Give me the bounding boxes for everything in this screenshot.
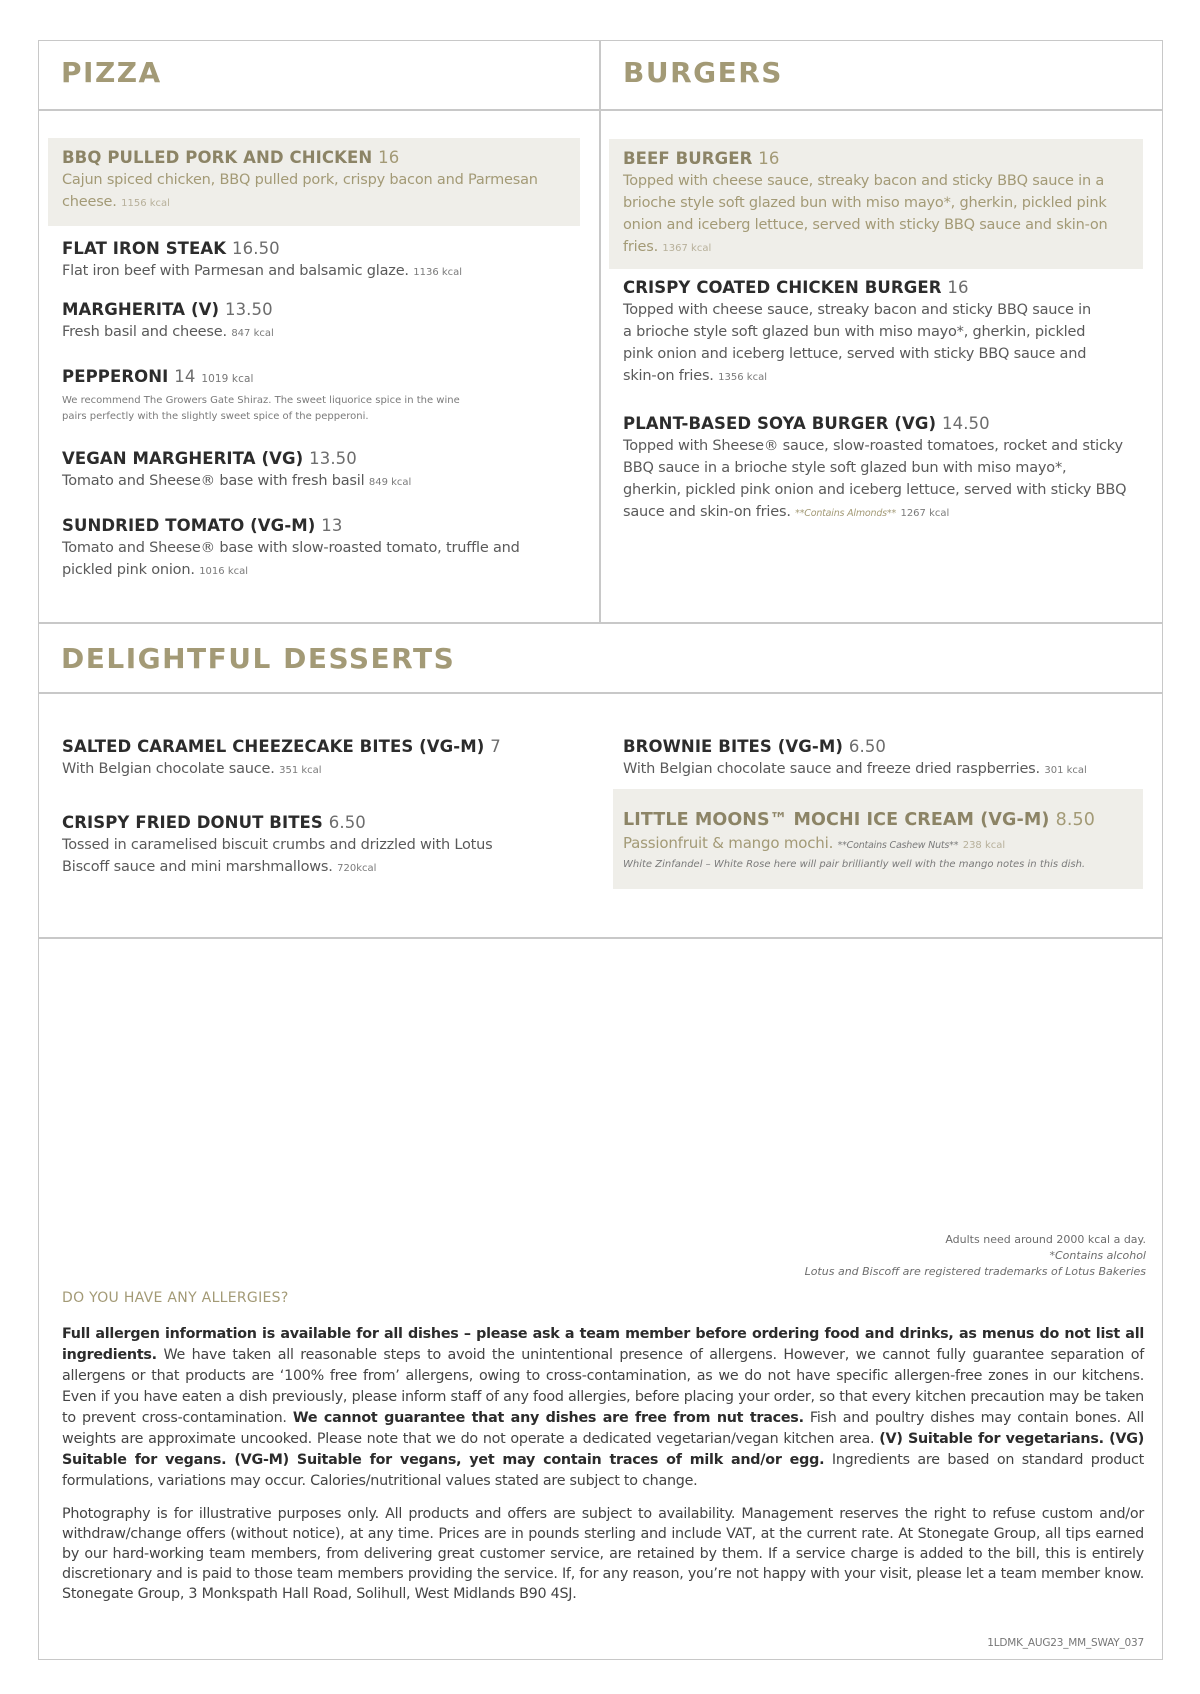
item-kcal: 1019 kcal — [201, 373, 254, 385]
item-description: Tossed in caramelised biscuit crumbs and drizzled with Lotus Biscoff sauce and mini marshmallows. — [62, 837, 493, 875]
item-description: Tomato and Sheese® base with slow-roasted tomato, truffle and pickled pink onion. — [62, 540, 520, 578]
item-description: Fresh basil and cheese. — [62, 324, 227, 340]
wine-recommendation: White Zinfandel – White Rose here will pair brilliantly well with the mango notes in this dish. — [623, 859, 1086, 870]
item-kcal: 1016 kcal — [199, 566, 249, 577]
item-kcal: 1356 kcal — [718, 372, 767, 383]
item-name: SALTED CARAMEL CHEEZECAKE BITES (VG-M) — [62, 737, 485, 756]
menu-item-sundried-tomato — [62, 514, 532, 583]
allergy-bold-3: (V) Suitable for vegetarians. (VG) Suitable for vegans. (VG-M) Suitable for vegans, yet may contain traces of milk and/or egg. — [62, 1431, 1144, 1468]
divider-header-top — [38, 109, 1163, 111]
item-description: Topped with cheese sauce, streaky bacon and sticky BBQ sauce in a brioche style soft glazed bun with miso mayo*, gherkin, pickled pink onion and iceberg lettuce, served with sticky BBQ sauce and skin-on fries. — [623, 302, 1091, 384]
item-description: Flat iron beef with Parmesan and balsamic glaze. — [62, 263, 409, 279]
item-name: PLANT-BASED SOYA BURGER (VG) — [623, 414, 937, 433]
item-name: MARGHERITA (V) — [62, 300, 220, 319]
item-price: 8.50 — [1055, 810, 1096, 830]
item-price: 14 — [174, 367, 196, 386]
item-price: 16.50 — [232, 239, 280, 258]
menu-item-little-moons-mochi — [623, 809, 1135, 873]
divider-columns — [599, 40, 601, 623]
item-kcal: 1367 kcal — [662, 243, 712, 254]
item-price: 13 — [321, 516, 343, 535]
item-name: CRISPY FRIED DONUT BITES — [62, 813, 323, 832]
divider-desserts-bottom — [38, 937, 1163, 939]
menu-item-bbq-pulled-pork-and-chicken — [62, 146, 562, 215]
allergy-bold-2: We cannot guarantee that any dishes are free from nut traces. — [292, 1410, 804, 1426]
item-name: FLAT IRON STEAK — [62, 239, 227, 258]
menu-item-brownie-bites — [623, 735, 1153, 782]
allergy-text-2: Fish and poultry dishes may contain bones. All weights are approximate uncooked. Please note that we do not operate a dedicated vegetarian/vegan kitchen area. — [62, 1410, 1144, 1447]
highlight-box-beef-burger — [609, 139, 1143, 269]
highlight-box-mochi — [613, 789, 1143, 889]
item-price: 14.50 — [942, 414, 990, 433]
item-price: 16 — [947, 278, 969, 297]
allergy-bold-1: Full allergen information is available for all dishes – please ask a team member before ordering food and drinks, as menus do not list all ingredients. — [62, 1326, 1144, 1363]
item-kcal: 847 kcal — [231, 328, 274, 339]
menu-code: 1LDMK_AUG23_MM_SWAY_037 — [987, 1637, 1144, 1649]
menu-item-crispy-fried-donut-bites — [62, 811, 532, 880]
footnote-alcohol: *Contains alcohol — [1049, 1249, 1146, 1262]
allergy-heading: DO YOU HAVE ANY ALLERGIES? — [62, 1290, 289, 1306]
menu-item-pepperoni — [62, 365, 482, 425]
legal-disclaimer: Photography is for illustrative purposes only. All products and offers are subject to availability. Management reserves the right to refuse custom and/or withdraw/change offers (without notice), at any time. Prices are in pounds sterling and include VAT, at the current rate. At Stonegate Group, all tips earned by our hard-working team members, from delivering great customer service, are retained by them. If a service charge is added to the bill, this is entirely discretionary and is paid to those team members providing the service. If, for any reason, you’re not happy with your visit, please let a team member know. Stonegate Group, 3 Monkspath Hall Road, Solihull, West Midlands B90 4SJ. — [62, 1506, 1144, 1602]
allergy-text-3: Ingredients are based on standard product formulations, variations may occur. Calories/nutritional values stated are subject to change. — [62, 1452, 1144, 1489]
item-description: Topped with Sheese® sauce, slow-roasted tomatoes, rocket and sticky BBQ sauce in a brioche style soft glazed bun with miso mayo*, gherkin, pickled pink onion and iceberg lettuce, served with sticky BBQ sauce and skin-on fries. — [623, 438, 1127, 520]
wine-recommendation: We recommend The Growers Gate Shiraz. The sweet liquorice spice in the wine pairs perfectly with the slightly sweet spice of the pepperoni. — [62, 395, 460, 422]
section-title-desserts: DELIGHTFUL DESSERTS — [61, 642, 456, 675]
footnote-trademark: Lotus and Biscoff are registered trademarks of Lotus Bakeries — [804, 1265, 1146, 1278]
item-description: With Belgian chocolate sauce and freeze dried raspberries. — [623, 761, 1040, 777]
item-price: 13.50 — [309, 449, 357, 468]
item-description: Tomato and Sheese® base with fresh basil — [62, 473, 365, 489]
item-name: LITTLE MOONS™ MOCHI ICE CREAM (VG-M) — [623, 810, 1050, 830]
item-kcal: 849 kcal — [368, 477, 412, 488]
footnotes — [805, 1232, 1146, 1280]
item-kcal: 238 kcal — [962, 840, 1006, 851]
allergy-text-1: We have taken all reasonable steps to avoid the unintentional presence of allergens. However, we cannot fully guarantee separation of allergens or that products are ‘100% free from’ allergens, owing to cross-contamination, as we do not have specific allergen-free zones in our kitchens. Even if you have eaten a dish previously, please inform staff of any food allergies, before placing your order, so that every kitchen precaution may be taken to prevent cross-contamination. — [62, 1347, 1144, 1426]
item-price: 6.50 — [848, 737, 887, 756]
item-description: Passionfruit & mango mochi. — [623, 834, 834, 852]
item-name: CRISPY COATED CHICKEN BURGER — [623, 278, 942, 297]
menu-item-salted-caramel-cheezecake-bites — [62, 735, 582, 782]
highlight-box-bbq-pulled-pork — [48, 138, 580, 226]
section-title-pizza: PIZZA — [61, 56, 162, 89]
item-kcal: 1267 kcal — [900, 508, 950, 519]
item-price: 7 — [490, 737, 501, 756]
item-price: 6.50 — [328, 813, 366, 832]
item-kcal: 1136 kcal — [413, 267, 463, 278]
item-description: Topped with cheese sauce, streaky bacon and sticky BBQ sauce in a brioche style soft glazed bun with miso mayo*, gherkin, pickled pink onion and iceberg lettuce, served with sticky BBQ sauce and skin-on fries. — [623, 173, 1108, 255]
item-name: PEPPERONI — [62, 367, 169, 386]
menu-item-beef-burger — [623, 147, 1129, 260]
item-kcal: 351 kcal — [279, 765, 322, 776]
item-name: BEEF BURGER — [623, 149, 753, 168]
item-name: VEGAN MARGHERITA (VG) — [62, 449, 304, 468]
item-price: 16 — [378, 148, 400, 167]
item-description: Cajun spiced chicken, BBQ pulled pork, crispy bacon and Parmesan cheese. — [62, 172, 538, 210]
menu-item-margherita — [62, 298, 582, 345]
menu-item-crispy-coated-chicken-burger — [623, 276, 1093, 389]
allergen-warning: **Contains Almonds** — [795, 508, 897, 519]
item-kcal: 301 kcal — [1044, 765, 1087, 776]
menu-item-flat-iron-steak — [62, 237, 582, 284]
item-price: 16 — [758, 149, 780, 168]
item-name: BROWNIE BITES (VG-M) — [623, 737, 844, 756]
section-title-burgers: BURGERS — [623, 56, 783, 89]
item-kcal: 720kcal — [337, 863, 377, 874]
item-name: SUNDRIED TOMATO (VG-M) — [62, 516, 316, 535]
allergy-information — [62, 1324, 1144, 1492]
menu-item-vegan-margherita — [62, 447, 582, 494]
divider-desserts-top — [38, 622, 1163, 624]
menu-item-plant-based-soya-burger — [623, 412, 1128, 525]
item-name: BBQ PULLED PORK AND CHICKEN — [62, 148, 373, 167]
item-price: 13.50 — [224, 300, 273, 319]
divider-desserts-header — [38, 692, 1163, 694]
allergen-warning: **Contains Cashew Nuts** — [837, 840, 959, 851]
item-kcal: 1156 kcal — [121, 198, 170, 209]
footnote-kcal: Adults need around 2000 kcal a day. — [945, 1233, 1146, 1246]
item-description: With Belgian chocolate sauce. — [62, 761, 275, 777]
